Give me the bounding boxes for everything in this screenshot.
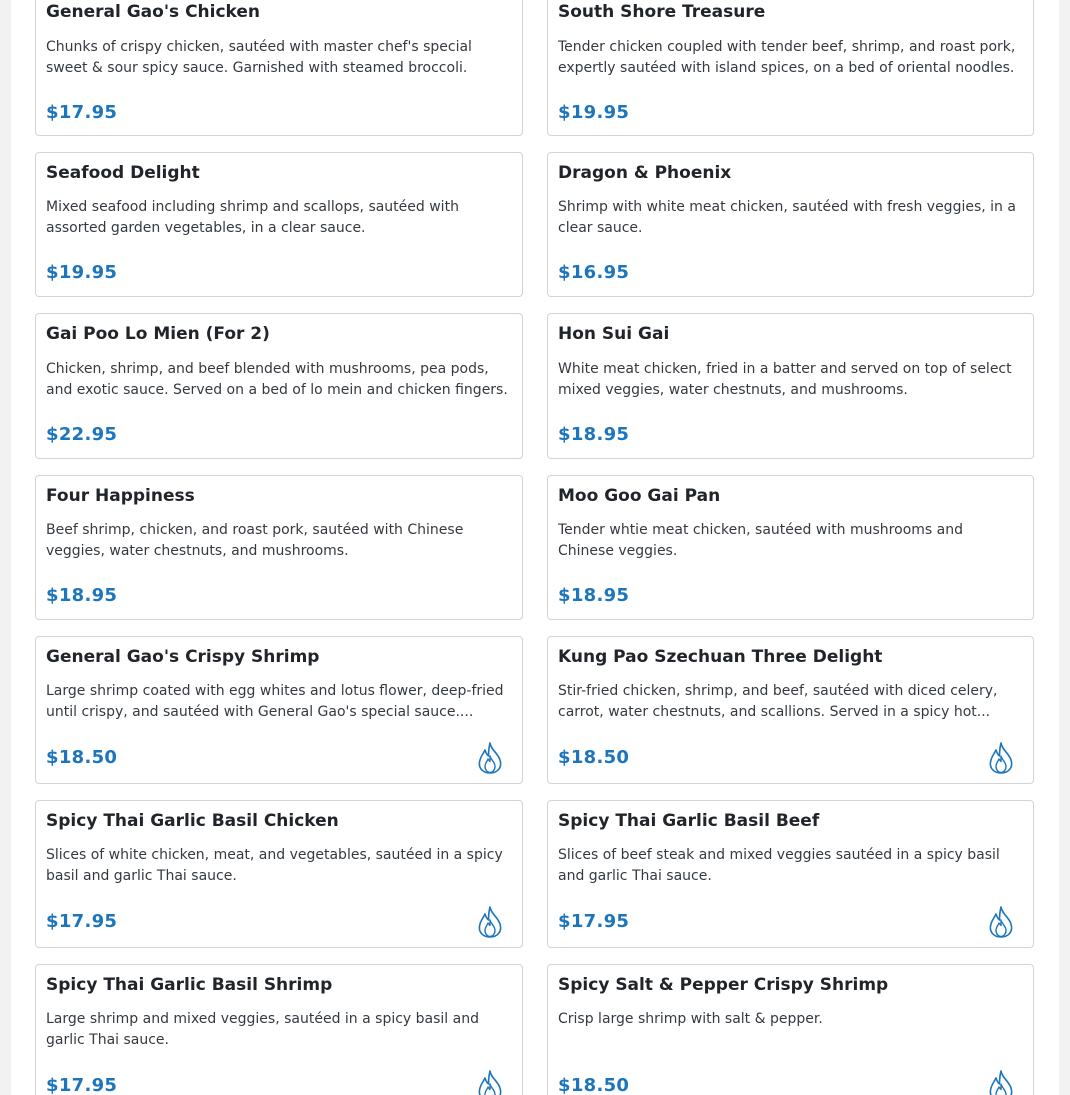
menu-item-name: Spicy Thai Garlic Basil Beef (558, 811, 820, 831)
menu-item-name: Kung Pao Szechuan Three Delight (558, 647, 883, 667)
menu-item-price: $18.50 (558, 1075, 630, 1095)
menu-item-description: White meat chicken, fried in a batter and served on top of select mixed veggies, water chestnuts, and mushrooms. (558, 361, 1012, 398)
menu-item-price: $18.50 (558, 747, 630, 768)
menu-item-description: Large shrimp coated with egg whites and lotus flower, deep-fried until crispy, and sautéed with General Gao's special sauce.... (46, 683, 504, 720)
menu-item-card[interactable] (547, 475, 1034, 620)
menu-item-name: Moo Goo Gai Pan (558, 486, 721, 506)
menu-item-description: Crisp large shrimp with salt & pepper. (558, 1011, 823, 1027)
menu-item-card[interactable] (35, 964, 523, 1095)
menu-item-card[interactable] (547, 0, 1034, 136)
menu-item-price: $18.95 (558, 585, 630, 606)
menu-item-card[interactable] (547, 152, 1034, 297)
spicy-flame-icon (476, 1069, 504, 1095)
menu-item-price: $18.95 (46, 585, 118, 606)
menu-item-price: $17.95 (46, 911, 118, 932)
menu-item-card[interactable] (547, 964, 1034, 1095)
spicy-flame-icon (987, 905, 1015, 939)
menu-item-card[interactable] (35, 800, 523, 948)
menu-item-name: Gai Poo Lo Mien (For 2) (46, 324, 270, 344)
menu-item-card[interactable] (547, 800, 1034, 948)
menu-item-card[interactable] (35, 152, 523, 297)
menu-item-price: $19.95 (558, 102, 630, 123)
menu-grid (35, 0, 1034, 1095)
spicy-flame-icon (987, 741, 1015, 775)
menu-item-price: $18.95 (558, 424, 630, 445)
menu-item-card[interactable] (35, 0, 523, 136)
menu-item-name: Four Happiness (46, 486, 195, 506)
menu-item-card[interactable] (35, 313, 523, 459)
menu-item-price: $16.95 (558, 262, 630, 283)
menu-item-price: $17.95 (46, 102, 118, 123)
menu-item-price: $19.95 (46, 262, 118, 283)
menu-item-name: General Gao's Crispy Shrimp (46, 647, 320, 667)
menu-item-name: General Gao's Chicken (46, 2, 261, 22)
menu-item-card[interactable] (35, 636, 523, 784)
menu-item-description: Tender chicken coupled with tender beef, shrimp, and roast pork, expertly sautéed with island spices, on a bed of oriental noodles. (558, 39, 1016, 76)
menu-item-name: Spicy Thai Garlic Basil Shrimp (46, 975, 333, 995)
menu-item-description: Shrimp with white meat chicken, sautéed with fresh veggies, in a clear sauce. (558, 199, 1016, 236)
menu-item-description: Slices of white chicken, meat, and vegetables, sautéed in a spicy basil and garlic Thai sauce. (46, 847, 503, 884)
spicy-flame-icon (987, 1069, 1015, 1095)
menu-item-description: Mixed seafood including shrimp and scallops, sautéed with assorted garden vegetables, in a clear sauce. (46, 199, 459, 236)
menu-item-name: Dragon & Phoenix (558, 163, 732, 183)
menu-item-card[interactable] (547, 636, 1034, 784)
menu-item-price: $22.95 (46, 424, 118, 445)
menu-item-card[interactable] (547, 313, 1034, 459)
menu-item-description: Large shrimp and mixed veggies, sautéed in a spicy basil and garlic Thai sauce. (46, 1011, 479, 1048)
menu-item-name: Spicy Thai Garlic Basil Chicken (46, 811, 339, 831)
menu-item-description: Stir-fried chicken, shrimp, and beef, sautéed with diced celery, carrot, water chestnuts, and scallions. Served in a spicy hot... (558, 683, 998, 720)
menu-item-name: Seafood Delight (46, 163, 200, 183)
menu-page (11, 0, 1059, 1095)
menu-item-price: $17.95 (558, 911, 630, 932)
menu-item-name: Hon Sui Gai (558, 324, 670, 344)
menu-item-card[interactable] (35, 475, 523, 620)
menu-item-description: Beef shrimp, chicken, and roast pork, sautéed with Chinese veggies, water chestnuts, and mushrooms. (46, 522, 464, 559)
menu-item-description: Tender whtie meat chicken, sautéed with mushrooms and Chinese veggies. (558, 522, 963, 559)
menu-item-description: Slices of beef steak and mixed veggies sautéed in a spicy basil and garlic Thai sauce. (558, 847, 1000, 884)
spicy-flame-icon (476, 741, 504, 775)
menu-item-price: $17.95 (46, 1075, 118, 1095)
menu-item-description: Chicken, shrimp, and beef blended with mushrooms, pea pods, and exotic sauce. Served on a bed of lo mein and chicken fingers. (46, 361, 508, 398)
menu-item-price: $18.50 (46, 747, 118, 768)
menu-item-name: South Shore Treasure (558, 2, 766, 22)
menu-item-description: Chunks of crispy chicken, sautéed with master chef's special sweet & sour spicy sauce. Garnished with steamed broccoli. (46, 39, 472, 76)
spicy-flame-icon (476, 905, 504, 939)
menu-item-name: Spicy Salt & Pepper Crispy Shrimp (558, 975, 889, 995)
